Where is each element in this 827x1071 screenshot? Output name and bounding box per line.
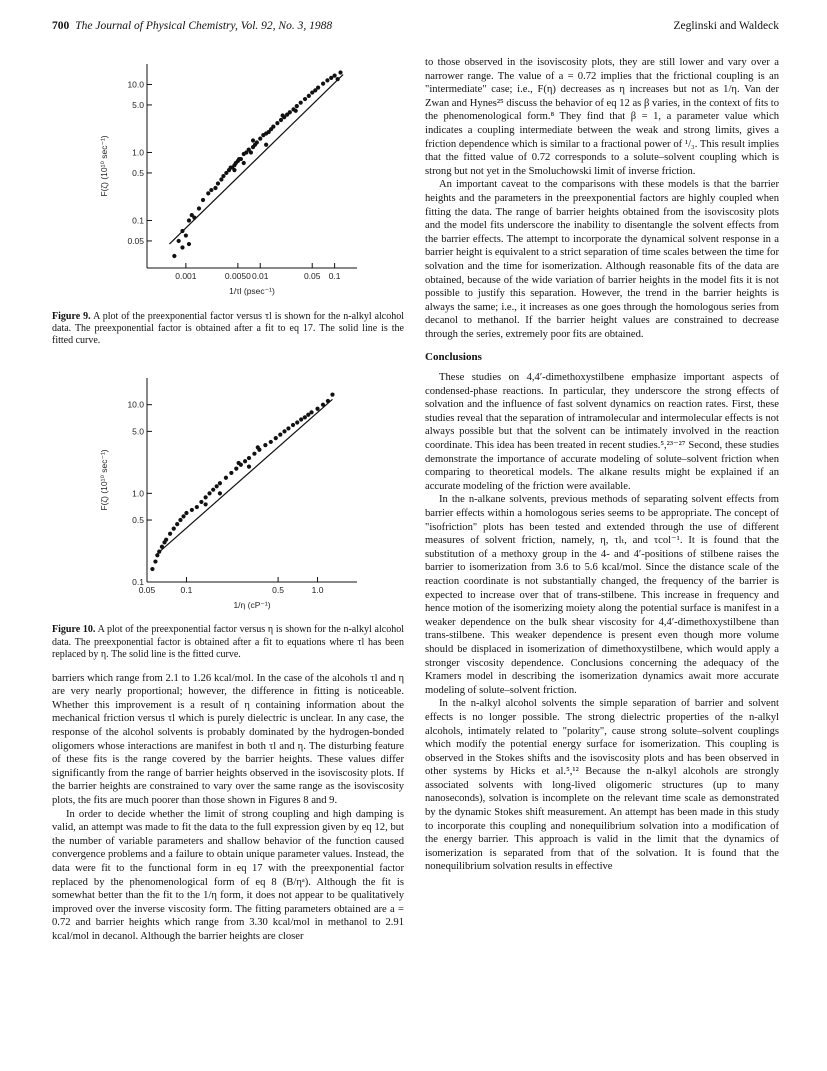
fig10-point-18 <box>211 487 215 491</box>
header-authors: Zeglinski and Waldeck <box>673 20 779 32</box>
fig9-point-58 <box>232 168 236 172</box>
fig9-point-50 <box>321 81 325 85</box>
fig9-point-44 <box>299 101 303 105</box>
fig10-point-4 <box>160 544 164 548</box>
fig10-point-32 <box>278 432 282 436</box>
right-paragraph-2: An important caveat to the comparisons with these models is that the barrier heights and the parameters in the preexponential factors are highly coupled when fitting the data. The range of barrier heights obtained from the isoviscosity plots and the model fits underscore the inability to disentangle the solvent effects from the barrier effects. The attempt to incorporate the dynamical solvent response in a barrier height is equivalent to a strict separation of time scales between the time for solvation and the time for isomerization. Although reasonable fits of the data are obtained, because of the wide variation of barrier heights in the model fits it is not possible to justify this separation. However, the trend in the barrier heights is always the same; i.e., it increases as one goes through the homologous series from decanol to methanol. If the barrier height values are constrained to decrease through the series, extremely poor fits are obtained. <box>425 179 779 340</box>
fig9-xtick-label-4: 0.1 <box>328 271 341 281</box>
left-paragraph-2: In order to decide whether the limit of strong coupling and high damping is valid, an attempt was made to fit the data to the full expression given by eq 12, but the number of variable parameters and shallow behavior of the function caused convergence problems and a failure to obtain unique parameter values. Instead, the data were fit to the functional form in eq 17 with the preexponential factor replaced by the phenomenological form of eq 8 (B/ηᵃ). Although the fit is somewhat better than the fit to the 1/η form, it does not appear to be qualitatively improved over the inverse viscosity form. The fitting parameters obtained are a = 0.72 and barrier heights which range from 3.30 kcal/mol in methanol to 2.91 kcal/mol in decanol. Although the barrier heights are closer <box>52 808 404 942</box>
fig9-point-12 <box>216 181 220 185</box>
right-column <box>425 56 779 874</box>
figure-10 <box>52 370 404 662</box>
fig9-point-11 <box>213 186 217 190</box>
fig10-point-35 <box>291 423 295 427</box>
fig9-point-59 <box>242 161 246 165</box>
fig10-point-37 <box>299 417 303 421</box>
fig9-point-2 <box>180 229 184 233</box>
figure-9-plot <box>52 56 404 306</box>
fig9-ytick-label-1: 5.0 <box>132 99 144 110</box>
header-left <box>52 20 332 32</box>
fig9-point-13 <box>219 177 223 181</box>
fig10-point-38 <box>303 415 307 419</box>
fig10-point-6 <box>164 537 168 541</box>
fig9-xtick-label-0: 0.001 <box>175 271 197 281</box>
right-paragraph-3: These studies on 4,4′-dimethoxystilbene emphasize important aspects of condensed-phase reactions. In particular, they underscore the strong effects of solvation and the influence of fast solvent dynamics on reaction rates. First, these studies reveal that the separation of intramolecular and intermolecular effects is not always possible but that the solvent can be intimately involved in the reaction coordinate. This idea has been treated in recent studies.⁵,²³⁻²⁷ Second, these studies demonstrate the importance of accurate modeling of solute–solvent friction when comparing to theoretical models. The alkane results might be explained if an accurate modeling of the friction were available. <box>425 372 779 492</box>
fig10-point-14 <box>195 505 199 509</box>
fig10-point-7 <box>168 531 172 535</box>
fig9-point-55 <box>338 70 342 74</box>
fig10-ytick-label-3: 0.5 <box>132 514 144 525</box>
right-paragraph-5: In the n-alkyl alcohol solvents the simple separation of barrier and solvent effects is no longer possible. The strong dielectric properties of the n-alkyl alcohols, intimately related to "polarity", cause strong solute–solvent couplings which modify the potential energy surface for isomerization. This coupling is observed in the Stokes shifts and the isoviscosity plots and has been observed in other systems by Hicks et al.⁵,¹² Because the n-alkyl alcohols are strongly associated solvents with long-lived oligomeric structures (up to many nanoseconds), solvation is incomplete on the relevant time scale as demonstrated by the dynamic Stokes shift measurement. An attempt has been made in this study to incorporate this coupling and nonequilibrium solvation into a modification of the energy barrier. This approach is valid in the limit that the dynamics of isomerization is separated from that of the solvation. It is found that the nonequilibrium solvation results in effective <box>425 698 779 873</box>
fig9-point-30 <box>255 140 259 144</box>
fig9-ytick-label-3: 0.5 <box>132 167 144 178</box>
fig10-point-21 <box>224 475 228 479</box>
fig10-ytick-label-4: 0.1 <box>132 576 144 587</box>
fig10-ytick-label-2: 1.0 <box>132 488 144 499</box>
fig9-point-3 <box>184 233 188 237</box>
figure-10-label: Figure 10. <box>52 624 96 636</box>
figure-9-label: Figure 9. <box>52 310 91 322</box>
journal-title: The Journal of Physical Chemistry, Vol. 92, No. 3, 1988 <box>75 20 333 32</box>
fig10-point-2 <box>155 553 159 557</box>
fig9-point-36 <box>271 125 275 129</box>
fig10-point-27 <box>252 451 256 455</box>
fig9-point-57 <box>180 245 184 249</box>
fig9-point-27 <box>249 150 253 154</box>
fig10-point-49 <box>256 445 260 449</box>
fig10-point-42 <box>321 402 325 406</box>
fig9-ytick-label-0: 10.0 <box>127 79 144 90</box>
fig10-point-20 <box>218 481 222 485</box>
fig9-point-4 <box>187 218 191 222</box>
fig10-point-33 <box>282 429 286 433</box>
fig10-point-23 <box>234 466 238 470</box>
fig10-point-29 <box>263 443 267 447</box>
fig9-point-9 <box>206 191 210 195</box>
fig9-point-60 <box>251 138 255 142</box>
fig10-point-45 <box>204 502 208 506</box>
fig10-xlabel: 1/η (cP⁻¹) <box>233 599 271 610</box>
fig10-point-3 <box>157 549 161 553</box>
fig9-point-31 <box>258 136 262 140</box>
fig10-point-40 <box>309 410 313 414</box>
fig10-point-26 <box>247 456 251 460</box>
fig9-xtick-label-1: 0.0050 <box>224 271 251 281</box>
fig10-point-1 <box>153 559 157 563</box>
fig9-point-53 <box>333 74 337 78</box>
fig9-point-62 <box>281 113 285 117</box>
fig10-xtick-label-2: 0.5 <box>272 584 284 595</box>
fig10-point-30 <box>269 440 273 444</box>
fig10-point-16 <box>204 495 208 499</box>
fig9-ytick-label-4: 0.1 <box>132 215 144 226</box>
fig9-point-54 <box>336 77 340 81</box>
fig9-ytick-label-2: 1.0 <box>132 147 144 158</box>
fig9-point-61 <box>264 143 268 147</box>
fig9-xlabel: 1/τl (psec⁻¹) <box>229 286 275 296</box>
fig10-point-0 <box>150 567 154 571</box>
fig9-point-46 <box>307 94 311 98</box>
fig10-xtick-label-0: 0.05 <box>138 584 156 595</box>
fig10-point-36 <box>295 420 299 424</box>
fig10-point-44 <box>330 392 334 396</box>
fig10-point-25 <box>243 459 247 463</box>
fig10-point-8 <box>172 526 176 530</box>
fig9-point-6 <box>192 216 196 220</box>
fig10-xtick-label-1: 0.1 <box>180 584 193 595</box>
fig9-ylabel: F(ζ) (10¹⁰ sec⁻¹) <box>99 135 109 197</box>
page-header <box>52 20 779 36</box>
fig10-point-46 <box>218 491 222 495</box>
fig10-point-10 <box>178 518 182 522</box>
fig10-point-19 <box>215 484 219 488</box>
fig9-point-0 <box>172 254 176 258</box>
fig10-point-15 <box>199 500 203 504</box>
left-paragraph-1: barriers which range from 2.1 to 1.26 kcal/mol. In the case of the alcohols τl and η are very nearly proportional; however, the difference in fitting is noticeable. Whether this improvement is a result of η containing information about the mechanical friction versus τl which is purely dielectric is unclear. In any case, the response of the alcohol solvents is probably dominated by the hydrogen-bonded oligomers whose interactions are manifest in both τl and η. The disturbing feature of these fits is the range covered by the barrier heights. These values differ significantly from the range of barrier heights observed in the isoviscosity plots. If the barrier heights are constrained to vary over the same range as the isoviscosity plots, the fits are much poorer than those shown in Figures 8 and 9. <box>52 672 404 806</box>
fig9-point-49 <box>316 85 320 89</box>
fig10-point-11 <box>181 514 185 518</box>
figure-10-caption <box>52 624 404 661</box>
fig9-point-56 <box>187 242 191 246</box>
right-paragraph-4: In the n-alkane solvents, previous methods of separating solvent effects from barrier effects within a homologous series seems to be appropriate. The concept of "isofriction" plots has been tested and extended through the use of different measures of solvent friction, namely, η, τlₜ, and τcol⁻¹. It is found that the substitution of a methoxy group in the 4- and 4′-positions of stilbene raises the barrier to isomerization from 3.6 to 5.6 kcal/mol. Since the distance scale of the reaction coordinate is not substantially changed, the frequency of the barrier is expected to increase over that of trans-stilbene. This increase in frequency and hence motion of the isomerizing moiety along the potential surface is manifest in a weaker dependence on the bulk shear viscosity for 4,4′-dimethoxystilbene than trans-stilbene. This weaker dependence is present even though more volume should be displaced in isomerization of dimethoxystilbene, which would apply a stronger viscosity dependence. Conclusions concerning the adequacy of the Kramers model in describing the isomerization dynamics await more accurate modeling of solute–solvent friction. <box>425 494 779 696</box>
figure-9-caption-text: A plot of the preexponential factor versus τl is shown for the n-alkyl alcohol data. The preexponential factor is obtained after a fit to eq 17. The solid line is the fitted curve. <box>52 310 404 347</box>
fig9-point-38 <box>279 118 283 122</box>
figure-9-caption <box>52 311 404 348</box>
fig9-xtick-label-3: 0.05 <box>303 271 321 281</box>
fig10-ylabel: F(ζ) (10¹⁰ sec⁻¹) <box>99 449 109 511</box>
conclusions-heading: Conclusions <box>425 351 482 364</box>
fig10-point-31 <box>274 436 278 440</box>
left-column <box>52 56 404 944</box>
fig9-ytick-label-5: 0.05 <box>127 235 144 246</box>
fig9-point-45 <box>303 97 307 101</box>
fig10-ytick-label-0: 10.0 <box>127 399 144 410</box>
fig10-point-41 <box>315 406 319 410</box>
fig10-point-48 <box>247 464 251 468</box>
fig9-point-7 <box>197 206 201 210</box>
fig10-point-43 <box>326 399 330 403</box>
fig9-point-43 <box>295 104 299 108</box>
fig10-point-22 <box>229 471 233 475</box>
fig9-point-51 <box>325 78 329 82</box>
fig9-point-8 <box>201 198 205 202</box>
fig10-point-34 <box>286 426 290 430</box>
fig9-point-37 <box>275 121 279 125</box>
figure-10-caption-text: A plot of the preexponential factor versus η is shown for the n-alkyl alcohol data. The preexponential factor is obtained after a fit to equations where τl has been replaced by η. The solid line is the fitted curve. <box>52 624 404 661</box>
fig10-ytick-label-1: 5.0 <box>132 426 144 437</box>
fig9-point-23 <box>239 157 243 161</box>
fig9-point-41 <box>288 110 292 114</box>
fig10-point-47 <box>237 461 241 465</box>
fig10-point-12 <box>184 511 188 515</box>
fig9-point-63 <box>294 109 298 113</box>
fig10-point-13 <box>190 508 194 512</box>
fig10-xtick-label-3: 1.0 <box>311 584 324 595</box>
fig9-point-14 <box>221 174 225 178</box>
fig10-point-17 <box>207 491 211 495</box>
fig9-point-1 <box>177 239 181 243</box>
fig9-xtick-label-2: 0.01 <box>251 271 269 281</box>
fig10-point-9 <box>175 522 179 526</box>
page-number: 700 <box>52 20 70 32</box>
fig10-fit-line <box>155 399 332 555</box>
fig9-point-10 <box>209 188 213 192</box>
figure-9 <box>52 56 404 348</box>
right-paragraph-1: to those observed in the isoviscosity plots, they are still lower and vary over a narrower range. The value of a = 0.72 implies that the frictional coupling is an "intermediate" case; i.e., F(η) decreases as η increases but not as 1/η. Van der Zwan and Hynes²⁵ discuss the behavior of eq 12 as β varies, in the context of fits to the phenomenological form.⁸ They find that β = 1, a parameter value which indicates a coupling intermediate between the weak and strong limits, gives a friction dependence which is similar to a fractional power of ¹/₃. This result implies that the fitted value of 0.72 corresponds to a solute–solvent coupling which is strong but not yet in the Smoluchowski limit of inverse friction. <box>425 57 779 177</box>
figure-10-plot <box>52 370 404 620</box>
